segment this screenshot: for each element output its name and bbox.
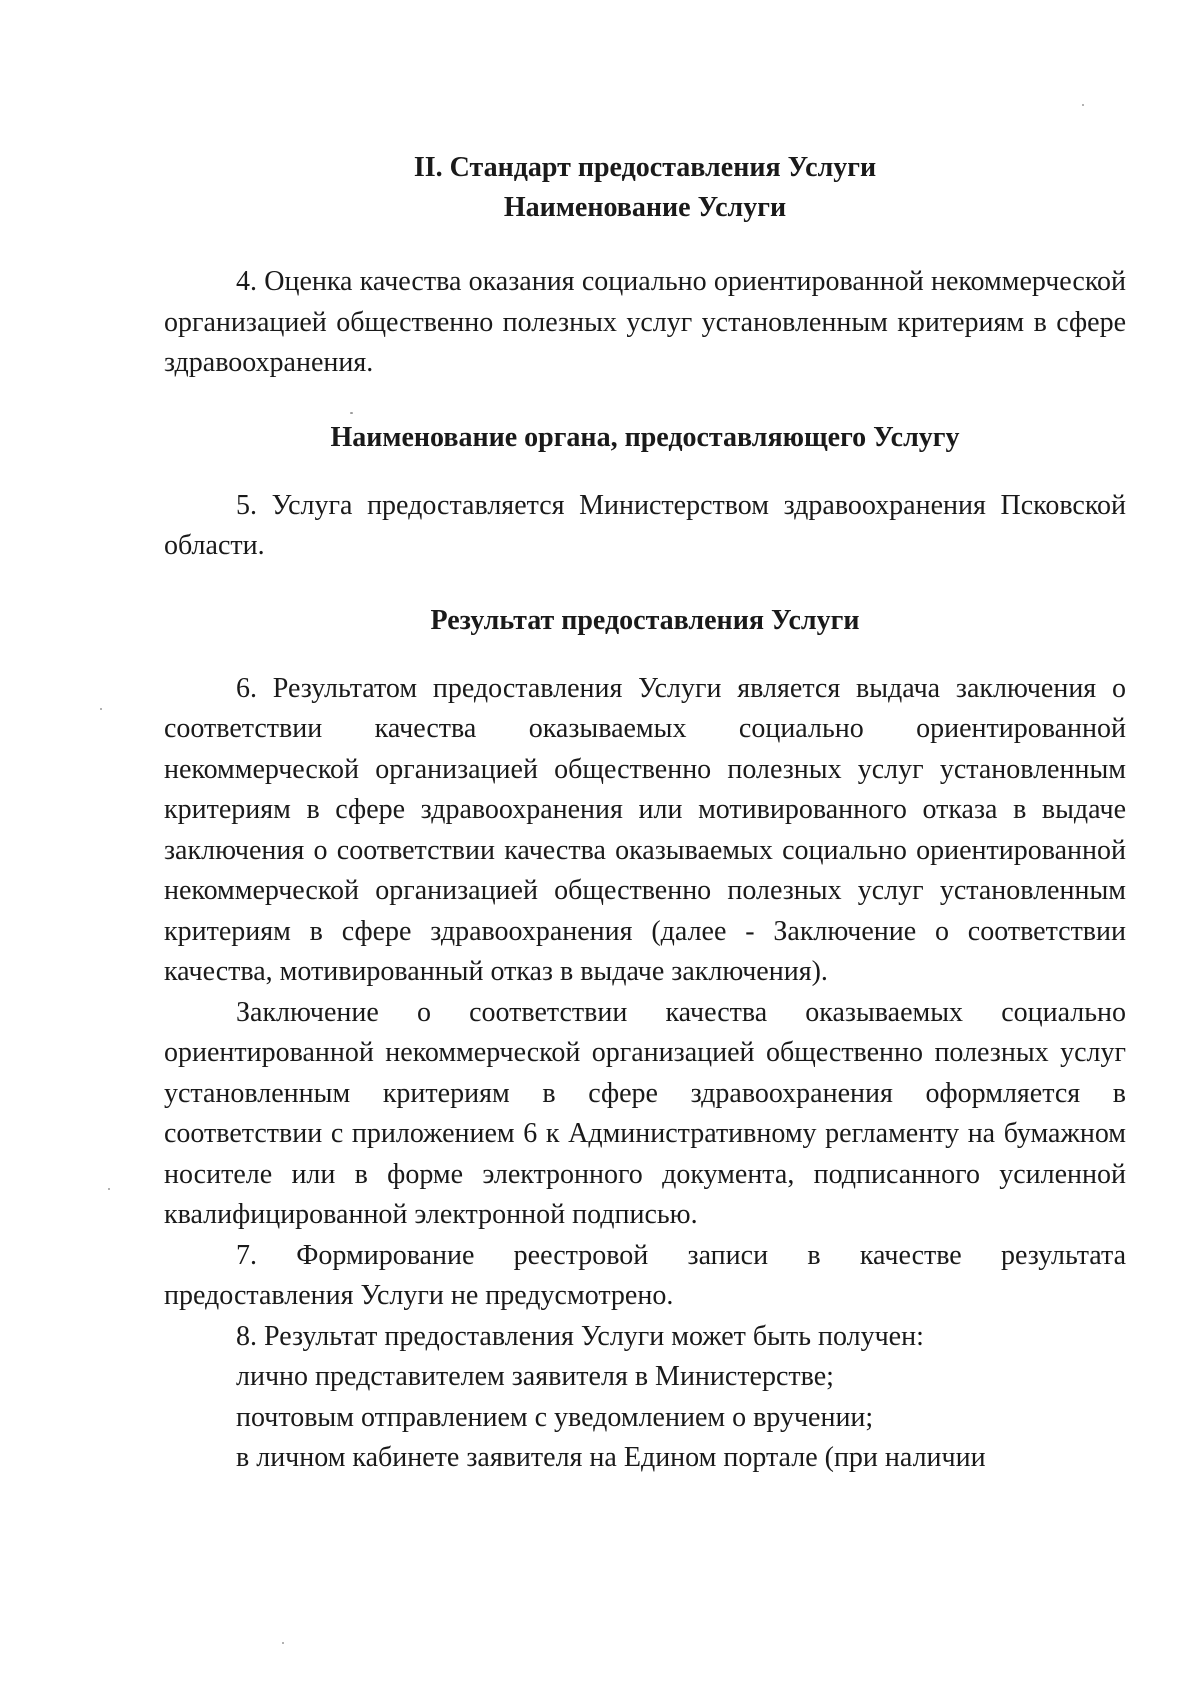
- heading-organ: Наименование органа, предоставляющего Услугу: [330, 421, 960, 453]
- paragraph-6-conclusion: Заключение о соответствии качества оказываемых социально ориентированной некоммерческой организацией общественно полезных услуг установленным критериям в сфере здравоохранения оформляется в соответствии с приложением 6 к Административному регламенту на бумажном носителе или в форме электронного документа, подписанного усиленной квалифицированной электронной подписью.: [164, 996, 1126, 1230]
- scan-speck: [282, 1642, 284, 1644]
- paragraph-8: 8. Результат предоставления Услуги может быть получен:: [236, 1320, 924, 1352]
- paragraph-8-item-1: лично представителем заявителя в Министерстве;: [236, 1361, 834, 1392]
- paragraph-6: 6. Результатом предоставления Услуги является выдача заключения о соответствии качества оказываемых социально ориентированной некоммерческой организацией общественно полезных услуг установленным критериям в сфере здравоохранения или мотивированного отказа в выдаче заключения о соответствии качества оказываемых социально ориентированной некоммерческой организацией общественно полезных услуг установленным критериям в сфере здравоохранения (далее - Заключение о соответствии качества, мотивированный отказ в выдаче заключения).: [164, 672, 1126, 987]
- paragraph-8-item-2: почтовым отправлением с уведомлением о вручении;: [236, 1401, 874, 1433]
- paragraph-5: 5. Услуга предоставляется Министерством здравоохранения Псковской области.: [164, 489, 1126, 561]
- scan-speck: [1082, 104, 1084, 106]
- paragraph-8-item-3: в личном кабинете заявителя на Едином портале (при наличии: [236, 1442, 986, 1473]
- paragraph-7: 7. Формирование реестровой записи в качестве результата предоставления Услуги не предусмотрено.: [164, 1239, 1126, 1311]
- scan-speck: [108, 1188, 110, 1190]
- scan-speck: [350, 412, 353, 414]
- section-subtitle: Наименование Услуги: [503, 192, 787, 223]
- document-body: [164, 148, 1126, 1479]
- scan-speck: [100, 708, 102, 710]
- section-title: II. Стандарт предоставления Услуги: [413, 152, 877, 183]
- heading-result: Результат предоставления Услуги: [430, 604, 860, 636]
- paragraph-4: 4. Оценка качества оказания социально ориентированной некоммерческой организацией общественно полезных услуг установленным критериям в сфере здравоохранения.: [164, 266, 1126, 378]
